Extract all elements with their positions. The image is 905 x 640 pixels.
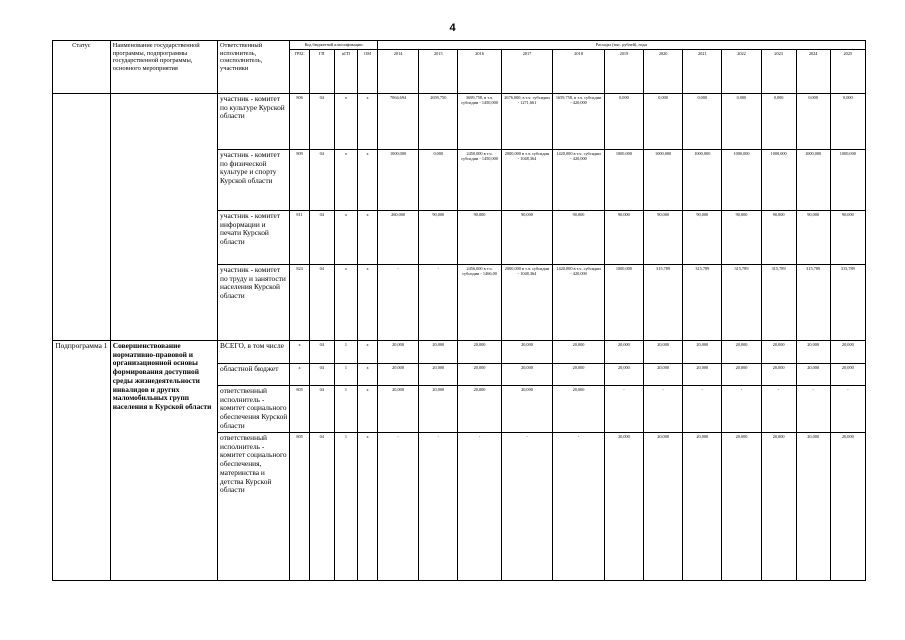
header-status: Статус [53,41,111,94]
code-cell: 811 [290,211,310,265]
value-cell: 90,000 [553,211,605,265]
code-cell: 809 [290,150,310,211]
executor-cell: ВСЕГО, в том числе [218,341,290,364]
value-cell: 315,789 [683,265,722,341]
value-cell: 90,000 [722,211,761,265]
header-expense-group: Расходы (тыс. рублей), годы [377,41,865,50]
value-cell: 20,000 [683,433,722,581]
header-code-pgp: пГП [334,50,358,94]
value-cell: 90,000 [761,211,796,265]
value-cell: - [761,386,796,433]
value-cell: 20,000 [644,433,683,581]
header-year-2021: 2021 [683,50,722,94]
value-cell: 20,000 [377,341,418,364]
value-cell: - [458,433,501,581]
value-cell: - [830,386,865,433]
value-cell: 0,000 [644,94,683,150]
value-cell: 1000,000 [604,265,643,341]
table-row [53,341,866,364]
value-cell: 90,000 [604,211,643,265]
value-cell: 1000,000 [377,150,418,211]
value-cell: 315,789 [644,265,683,341]
value-cell: 2000,000 в т.ч. субсидии - 1048,364 [501,265,553,341]
value-cell: 20,000 [501,364,553,386]
value-cell: 1000,000 [761,150,796,211]
page-number: 4 [449,22,456,34]
value-cell: 315,789 [796,265,830,341]
value-cell: 1420,000 в т.ч. субсидии - 420,000 [553,265,605,341]
value-cell: 20,000 [553,386,605,433]
code-cell: x [358,150,378,211]
subprogram-name: Совершенствование нормативно-правовой и организационной основы формирования доступной среды жизнедеятельности инвалидов и других маломобильных групп населения в Курской области [110,341,217,581]
header-row-1 [53,41,866,50]
value-cell: 20,000 [683,364,722,386]
value-cell: 2000,000 в т.ч. субсидии - 1048,364 [501,150,553,211]
value-cell: 0,000 [830,94,865,150]
header-code-group: Код бюджетной классификации [290,41,378,50]
value-cell: 20,000 [761,341,796,364]
value-cell: 90,000 [830,211,865,265]
value-cell: 1000,000 [683,150,722,211]
value-cell: 20,000 [604,433,643,581]
value-cell: 20,000 [377,386,418,433]
code-cell: 04 [309,211,334,265]
value-cell: 315,789 [830,265,865,341]
header-year-2018: 2018 [553,50,605,94]
executor-cell: участник - комитет информации и печати Курской области [218,211,290,265]
value-cell: 90,000 [683,211,722,265]
value-cell: 1000,000 [830,150,865,211]
value-cell: 20,000 [796,341,830,364]
value-cell: 90,000 [644,211,683,265]
code-cell: 04 [309,150,334,211]
header-year-2017: 2017 [501,50,553,94]
header-code-gp: ГП [309,50,334,94]
value-cell: - [722,386,761,433]
value-cell: 20,000 [377,364,418,386]
value-cell: 20,000 [830,341,865,364]
code-cell: 04 [309,265,334,341]
value-cell: 3699,758, в т.ч. субсидии - 1450,000 [458,94,501,150]
value-cell: 90,000 [501,211,553,265]
value-cell: 0,000 [419,150,458,211]
value-cell: 20,000 [419,341,458,364]
code-cell: 1 [334,341,358,364]
value-cell: 20,000 [761,364,796,386]
executor-cell: участник - комитет по культуре Курской области [218,94,290,150]
code-cell: 1 [334,386,358,433]
code-cell: x [358,364,378,386]
header-code-grbs: ГРБС [290,50,310,94]
value-cell: 20,000 [458,386,501,433]
executor-cell: ответственный исполнитель - комитет социального обеспечения Курской области [218,386,290,433]
value-cell: 0,000 [761,94,796,150]
code-cell: x [290,341,310,364]
code-cell: x [334,150,358,211]
value-cell: 2456,000 в т.ч. субсидии - 1466,00 [458,265,501,341]
code-cell: 04 [309,364,334,386]
value-cell: 0,000 [722,94,761,150]
header-year-2020: 2020 [644,50,683,94]
code-cell: x [290,364,310,386]
value-cell: 90,000 [796,211,830,265]
code-cell: x [358,386,378,433]
header-year-2015: 2015 [419,50,458,94]
value-cell: - [604,386,643,433]
value-cell: 20,000 [458,364,501,386]
value-cell: - [419,265,458,341]
header-year-2016: 2016 [458,50,501,94]
value-cell: 2450,000 в т.ч. субсидии - 1450,000 [458,150,501,211]
value-cell: 2659,750 [419,94,458,150]
code-cell: 1 [334,364,358,386]
empty-status-cell [53,94,111,341]
code-cell: 805 [290,433,310,581]
value-cell: - [501,433,553,581]
value-cell: - [796,386,830,433]
value-cell: 1000,000 [796,150,830,211]
value-cell: - [683,386,722,433]
header-year-2024: 2024 [796,50,830,94]
header-executor: Ответственный исполнитель, соисполнитель, участники [218,41,290,94]
executor-cell: участник - комитет по физической культуре и спорту Курской области [218,150,290,211]
value-cell: 1000,000 [722,150,761,211]
value-cell: 20,000 [722,364,761,386]
code-cell: x [358,265,378,341]
code-cell: 824 [290,265,310,341]
code-cell: 04 [309,94,334,150]
value-cell: 90,000 [458,211,501,265]
value-cell: 20,000 [419,364,458,386]
value-cell: 20,000 [604,341,643,364]
code-cell: x [358,211,378,265]
table-row [53,94,866,150]
value-cell: 20,000 [501,341,553,364]
value-cell: - [644,386,683,433]
header-year-2014: 2014 [377,50,418,94]
value-cell: - [553,433,605,581]
header-code-om: ОМ [358,50,378,94]
value-cell: 20,000 [683,341,722,364]
value-cell: - [377,265,418,341]
executor-cell: участник - комитет по труду и занятости населения Курской области [218,265,290,341]
value-cell: 1000,000 [604,150,643,211]
value-cell: 0,000 [796,94,830,150]
value-cell: 315,789 [761,265,796,341]
value-cell: 20,000 [644,364,683,386]
value-cell: 2676,000, в т.ч. субсидии - 1271,661 [501,94,553,150]
value-cell: 20,000 [419,386,458,433]
header-year-2025: 2025 [830,50,865,94]
value-cell: 260,000 [377,211,418,265]
value-cell: 20,000 [722,433,761,581]
code-cell: x [358,341,378,364]
code-cell: 806 [290,94,310,150]
code-cell: 04 [309,386,334,433]
executor-cell: ответственный исполнитель - комитет социального обеспечения, материнства и детства Курской области [218,433,290,581]
value-cell: 20,000 [830,433,865,581]
header-name: Наименование государственной программы, подпрограммы государственной программы, основного мероприятия [110,41,217,94]
value-cell: 1000,000 [644,150,683,211]
value-cell: 1420,000 в т.ч. субсидии - 420,000 [553,150,605,211]
value-cell: 90,000 [419,211,458,265]
value-cell: 20,000 [796,433,830,581]
code-cell: 04 [309,433,334,581]
code-cell: x [358,94,378,150]
value-cell: 20,000 [458,341,501,364]
executor-cell: областной бюджет [218,364,290,386]
value-cell: 315,789 [722,265,761,341]
code-cell: 805 [290,386,310,433]
subprogram-status: Подпрограмма 1 [53,341,111,581]
value-cell: 1659,758, в т.ч. субсидии - 420,000 [553,94,605,150]
value-cell: 20,000 [644,341,683,364]
value-cell: 20,000 [604,364,643,386]
value-cell: 20,000 [553,341,605,364]
header-year-2023: 2023 [761,50,796,94]
value-cell: - [377,433,418,581]
value-cell: 0,000 [604,94,643,150]
expenses-table [52,40,866,581]
code-cell: x [334,211,358,265]
value-cell: 7064,694 [377,94,418,150]
code-cell: x [334,94,358,150]
code-cell: 1 [334,433,358,581]
value-cell: 20,000 [722,341,761,364]
value-cell: 20,000 [830,364,865,386]
empty-name-cell [110,94,217,341]
value-cell: 20,000 [553,364,605,386]
value-cell: 20,000 [761,433,796,581]
header-year-2019: 2019 [604,50,643,94]
value-cell: - [419,433,458,581]
header-year-2022: 2022 [722,50,761,94]
value-cell: 20,000 [501,386,553,433]
code-cell: 04 [309,341,334,364]
code-cell: x [334,265,358,341]
value-cell: 0,000 [683,94,722,150]
code-cell: x [358,433,378,581]
value-cell: 20,000 [796,364,830,386]
